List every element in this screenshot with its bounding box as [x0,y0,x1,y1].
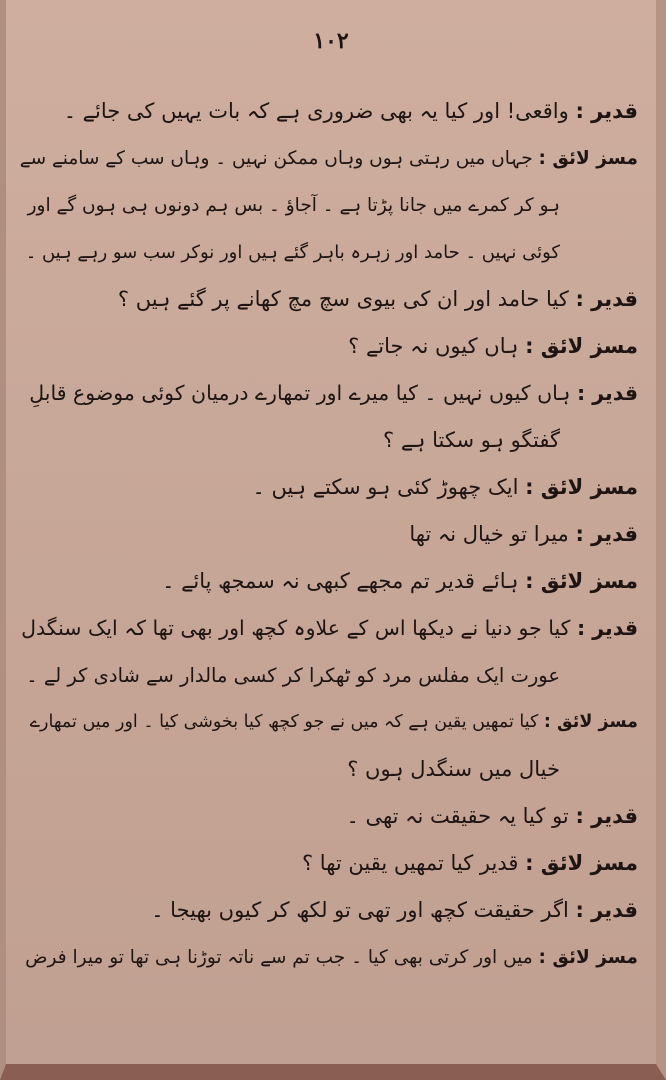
text-line-9 [20,464,638,511]
dialogue-line: تو کیا یہ حقیقت نہ تھی ۔ [346,804,576,828]
text-line-18 [20,887,638,934]
text-line-13 [20,652,638,699]
speaker-name: قدیر : [575,898,638,922]
dialogue-line: جہاں میں رہتی ہوں وہاں ممکن نہیں ۔ وہاں سب کے سامنے سے [20,148,539,169]
speaker-name: قدیر : [575,99,638,123]
text-line-17 [20,840,638,887]
text-line-8 [20,417,638,464]
text-line-6 [20,323,638,370]
dialogue-line: گفتگو ہو سکتا ہے ؟ [383,428,560,452]
speaker-name: قدیر : [576,616,638,640]
speaker-name: قدیر : [575,287,638,311]
dialogue-line: ہو کر کمرے میں جانا پڑتا ہے ۔ آجاؤ ۔ بس ہم دونوں ہی ہوں گے اور [27,195,560,216]
speaker-name: مسز لائق : [538,947,638,968]
text-line-3 [20,182,638,229]
dialogue-text [20,88,638,981]
speaker-name: قدیر : [575,804,638,828]
text-line-12 [20,605,638,652]
text-line-1 [20,88,638,135]
text-line-15 [20,746,638,793]
dialogue-line: کیا حامد اور ان کی بیوی سچ مچ کھانے پر گئے ہیں ؟ [117,287,576,311]
dialogue-line: میں اور کرتی بھی کیا ۔ جب تم سے ناتہ توڑنا ہی تھا تو میرا فرض [25,947,539,968]
dialogue-line: ایک چھوڑ کئی ہو سکتے ہیں ۔ [252,475,526,499]
dialogue-line: قدیر کیا تمھیں یقین تھا ؟ [301,851,526,875]
dialogue-line: کیا جو دنیا نے دیکھا اس کے علاوہ کچھ اور بھی تھا کہ ایک سنگدل [21,616,577,640]
dialogue-line: میرا تو خیال نہ تھا [409,522,576,546]
text-line-16 [20,793,638,840]
page-number: ۱۰۲ [313,28,349,54]
dialogue-line: ہاں کیوں نہیں ۔ کیا میرے اور تمھارے درمیان کوئی موضوع قابلِ [29,381,577,405]
dialogue-line: ہاں کیوں نہ جاتے ؟ [348,334,526,358]
dialogue-line: اگر حقیقت کچھ اور تھی تو لکھ کر کیوں بھیجا ۔ [151,898,576,922]
speaker-name: مسز لائق : [525,851,638,875]
speaker-name: قدیر : [576,381,638,405]
text-line-10 [20,511,638,558]
text-line-2 [20,135,638,182]
dialogue-line: کوئی نہیں ۔ حامد اور زہرہ باہر گئے ہیں اور نوکر سب سو رہے ہیں ۔ [25,242,560,263]
dialogue-line: خیال میں سنگدل ہوں ؟ [347,757,560,781]
speaker-name: قدیر : [575,522,638,546]
dialogue-line: ہائے قدیر تم مجھے کبھی نہ سمجھ پائے ۔ [162,569,526,593]
text-line-19 [20,934,638,981]
text-line-7 [20,370,638,417]
speaker-name: مسز لائق : [525,475,638,499]
text-line-4 [20,229,638,276]
speaker-name: مسز لائق : [525,569,638,593]
text-line-11 [20,558,638,605]
dialogue-line: واقعی! اور کیا یہ بھی ضروری ہے کہ بات یہیں کی جائے ۔ [63,99,576,123]
speaker-name: مسز لائق : [543,712,638,732]
text-line-14 [20,699,638,746]
dialogue-line: کیا تمھیں یقین ہے کہ میں نے جو کچھ کیا بخوشی کیا ۔ اور میں تمھارے [29,712,544,732]
text-line-5 [20,276,638,323]
speaker-name: مسز لائق : [525,334,638,358]
speaker-name: مسز لائق : [538,148,638,169]
dialogue-line: عورت ایک مفلس مرد کو ٹھکرا کر کسی مالدار سے شادی کر لے ۔ [26,664,560,687]
